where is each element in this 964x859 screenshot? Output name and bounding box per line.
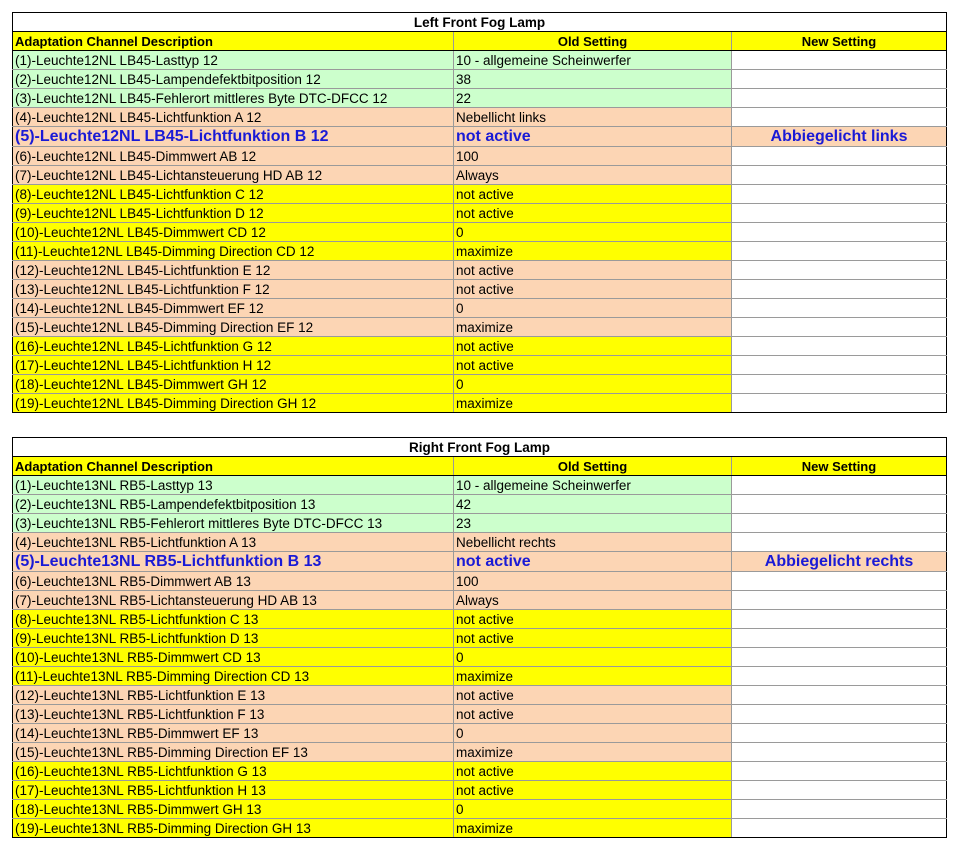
channel-description-cell: (11)-Leuchte13NL RB5-Dimming Direction CD 13 bbox=[13, 667, 454, 686]
channel-description-cell: (13)-Leuchte12NL LB45-Lichtfunktion F 12 bbox=[13, 280, 454, 299]
new-setting-cell bbox=[732, 261, 947, 280]
old-setting-cell: 0 bbox=[454, 375, 732, 394]
new-setting-cell bbox=[732, 781, 947, 800]
channel-description-cell: (9)-Leuchte12NL LB45-Lichtfunktion D 12 bbox=[13, 204, 454, 223]
old-setting-cell: Always bbox=[454, 166, 732, 185]
channel-description-cell: (15)-Leuchte13NL RB5-Dimming Direction EF 13 bbox=[13, 743, 454, 762]
channel-description-cell: (18)-Leuchte13NL RB5-Dimmwert GH 13 bbox=[13, 800, 454, 819]
channel-description-cell: (8)-Leuchte12NL LB45-Lichtfunktion C 12 bbox=[13, 185, 454, 204]
channel-description-cell: (12)-Leuchte12NL LB45-Lichtfunktion E 12 bbox=[13, 261, 454, 280]
new-setting-cell bbox=[732, 70, 947, 89]
old-setting-cell: 38 bbox=[454, 70, 732, 89]
table-row bbox=[13, 70, 947, 89]
old-setting-cell: not active bbox=[454, 204, 732, 223]
old-setting-cell: maximize bbox=[454, 242, 732, 261]
channel-description-cell: (11)-Leuchte12NL LB45-Dimming Direction CD 12 bbox=[13, 242, 454, 261]
table-row bbox=[13, 108, 947, 127]
table-row bbox=[13, 762, 947, 781]
new-setting-cell bbox=[732, 51, 947, 70]
table-row bbox=[13, 476, 947, 495]
channel-description-cell: (6)-Leuchte12NL LB45-Dimmwert AB 12 bbox=[13, 147, 454, 166]
new-setting-cell bbox=[732, 610, 947, 629]
header-description: Adaptation Channel Description bbox=[13, 457, 454, 476]
table-row bbox=[13, 705, 947, 724]
left-fog-lamp-table bbox=[12, 12, 947, 413]
channel-description-cell: (14)-Leuchte12NL LB45-Dimmwert EF 12 bbox=[13, 299, 454, 318]
new-setting-cell bbox=[732, 299, 947, 318]
old-setting-cell: 42 bbox=[454, 495, 732, 514]
table-row bbox=[13, 51, 947, 70]
new-setting-cell bbox=[732, 337, 947, 356]
new-setting-cell bbox=[732, 648, 947, 667]
table-row bbox=[13, 610, 947, 629]
new-setting-cell bbox=[732, 89, 947, 108]
table-row bbox=[13, 743, 947, 762]
table-row bbox=[13, 147, 947, 166]
old-setting-cell: 100 bbox=[454, 572, 732, 591]
channel-description-cell: (18)-Leuchte12NL LB45-Dimmwert GH 12 bbox=[13, 375, 454, 394]
old-setting-cell: not active bbox=[454, 185, 732, 204]
new-setting-cell bbox=[732, 356, 947, 375]
channel-description-cell: (5)-Leuchte13NL RB5-Lichtfunktion B 13 bbox=[13, 552, 454, 572]
table-row bbox=[13, 166, 947, 185]
channel-description-cell: (4)-Leuchte13NL RB5-Lichtfunktion A 13 bbox=[13, 533, 454, 552]
channel-description-cell: (19)-Leuchte13NL RB5-Dimming Direction GH 13 bbox=[13, 819, 454, 838]
old-setting-cell: not active bbox=[454, 127, 732, 147]
new-setting-cell bbox=[732, 686, 947, 705]
old-setting-cell: not active bbox=[454, 337, 732, 356]
channel-description-cell: (2)-Leuchte12NL LB45-Lampendefektbitposition 12 bbox=[13, 70, 454, 89]
table-row bbox=[13, 242, 947, 261]
new-setting-cell: Abbiegelicht links bbox=[732, 127, 947, 147]
old-setting-cell: 100 bbox=[454, 147, 732, 166]
new-setting-cell bbox=[732, 185, 947, 204]
channel-description-cell: (5)-Leuchte12NL LB45-Lichtfunktion B 12 bbox=[13, 127, 454, 147]
new-setting-cell bbox=[732, 705, 947, 724]
channel-description-cell: (1)-Leuchte13NL RB5-Lasttyp 13 bbox=[13, 476, 454, 495]
old-setting-cell: Always bbox=[454, 591, 732, 610]
table-row bbox=[13, 223, 947, 242]
new-setting-cell bbox=[732, 762, 947, 781]
table-row bbox=[13, 337, 947, 356]
new-setting-cell bbox=[732, 495, 947, 514]
new-setting-cell bbox=[732, 394, 947, 413]
old-setting-cell: maximize bbox=[454, 819, 732, 838]
table-row bbox=[13, 819, 947, 838]
header-new-setting: New Setting bbox=[732, 32, 947, 51]
new-setting-cell bbox=[732, 280, 947, 299]
channel-description-cell: (2)-Leuchte13NL RB5-Lampendefektbitposition 13 bbox=[13, 495, 454, 514]
old-setting-cell: not active bbox=[454, 781, 732, 800]
channel-description-cell: (13)-Leuchte13NL RB5-Lichtfunktion F 13 bbox=[13, 705, 454, 724]
table-row bbox=[13, 356, 947, 375]
old-setting-cell: 10 - allgemeine Scheinwerfer bbox=[454, 476, 732, 495]
old-setting-cell: Nebellicht rechts bbox=[454, 533, 732, 552]
table-title: Right Front Fog Lamp bbox=[13, 438, 947, 457]
new-setting-cell bbox=[732, 476, 947, 495]
channel-description-cell: (17)-Leuchte13NL RB5-Lichtfunktion H 13 bbox=[13, 781, 454, 800]
old-setting-cell: 23 bbox=[454, 514, 732, 533]
table-title: Left Front Fog Lamp bbox=[13, 13, 947, 32]
new-setting-cell bbox=[732, 147, 947, 166]
old-setting-cell: maximize bbox=[454, 394, 732, 413]
old-setting-cell: not active bbox=[454, 762, 732, 781]
table-row bbox=[13, 667, 947, 686]
old-setting-cell: maximize bbox=[454, 667, 732, 686]
table-row bbox=[13, 514, 947, 533]
table-row bbox=[13, 280, 947, 299]
channel-description-cell: (1)-Leuchte12NL LB45-Lasttyp 12 bbox=[13, 51, 454, 70]
table-row bbox=[13, 724, 947, 743]
new-setting-cell bbox=[732, 108, 947, 127]
channel-description-cell: (6)-Leuchte13NL RB5-Dimmwert AB 13 bbox=[13, 572, 454, 591]
table-row bbox=[13, 686, 947, 705]
old-setting-cell: 22 bbox=[454, 89, 732, 108]
table-row bbox=[13, 800, 947, 819]
table-row bbox=[13, 552, 947, 572]
table-row bbox=[13, 533, 947, 552]
new-setting-cell bbox=[732, 629, 947, 648]
new-setting-cell bbox=[732, 166, 947, 185]
old-setting-cell: not active bbox=[454, 552, 732, 572]
channel-description-cell: (17)-Leuchte12NL LB45-Lichtfunktion H 12 bbox=[13, 356, 454, 375]
new-setting-cell bbox=[732, 242, 947, 261]
old-setting-cell: Nebellicht links bbox=[454, 108, 732, 127]
table-row bbox=[13, 127, 947, 147]
channel-description-cell: (14)-Leuchte13NL RB5-Dimmwert EF 13 bbox=[13, 724, 454, 743]
old-setting-cell: 10 - allgemeine Scheinwerfer bbox=[454, 51, 732, 70]
new-setting-cell bbox=[732, 591, 947, 610]
header-old-setting: Old Setting bbox=[454, 457, 732, 476]
old-setting-cell: 0 bbox=[454, 648, 732, 667]
channel-description-cell: (19)-Leuchte12NL LB45-Dimming Direction GH 12 bbox=[13, 394, 454, 413]
header-new-setting: New Setting bbox=[732, 457, 947, 476]
channel-description-cell: (7)-Leuchte12NL LB45-Lichtansteuerung HD AB 12 bbox=[13, 166, 454, 185]
old-setting-cell: maximize bbox=[454, 743, 732, 762]
table-row bbox=[13, 204, 947, 223]
header-description: Adaptation Channel Description bbox=[13, 32, 454, 51]
old-setting-cell: not active bbox=[454, 686, 732, 705]
channel-description-cell: (10)-Leuchte12NL LB45-Dimmwert CD 12 bbox=[13, 223, 454, 242]
channel-description-cell: (3)-Leuchte12NL LB45-Fehlerort mittleres Byte DTC-DFCC 12 bbox=[13, 89, 454, 108]
new-setting-cell bbox=[732, 533, 947, 552]
channel-description-cell: (7)-Leuchte13NL RB5-Lichtansteuerung HD AB 13 bbox=[13, 591, 454, 610]
header-old-setting: Old Setting bbox=[454, 32, 732, 51]
channel-description-cell: (8)-Leuchte13NL RB5-Lichtfunktion C 13 bbox=[13, 610, 454, 629]
new-setting-cell bbox=[732, 667, 947, 686]
channel-description-cell: (10)-Leuchte13NL RB5-Dimmwert CD 13 bbox=[13, 648, 454, 667]
channel-description-cell: (3)-Leuchte13NL RB5-Fehlerort mittleres Byte DTC-DFCC 13 bbox=[13, 514, 454, 533]
table-row bbox=[13, 629, 947, 648]
old-setting-cell: 0 bbox=[454, 800, 732, 819]
channel-description-cell: (16)-Leuchte13NL RB5-Lichtfunktion G 13 bbox=[13, 762, 454, 781]
old-setting-cell: 0 bbox=[454, 299, 732, 318]
new-setting-cell bbox=[732, 800, 947, 819]
channel-description-cell: (16)-Leuchte12NL LB45-Lichtfunktion G 12 bbox=[13, 337, 454, 356]
new-setting-cell bbox=[732, 743, 947, 762]
table-row bbox=[13, 781, 947, 800]
new-setting-cell bbox=[732, 514, 947, 533]
table-row bbox=[13, 394, 947, 413]
table-row bbox=[13, 89, 947, 108]
old-setting-cell: not active bbox=[454, 356, 732, 375]
new-setting-cell bbox=[732, 375, 947, 394]
new-setting-cell bbox=[732, 572, 947, 591]
old-setting-cell: 0 bbox=[454, 223, 732, 242]
table-row bbox=[13, 299, 947, 318]
table-row bbox=[13, 648, 947, 667]
table-row bbox=[13, 261, 947, 280]
old-setting-cell: 0 bbox=[454, 724, 732, 743]
right-fog-lamp-table bbox=[12, 437, 947, 838]
table-row bbox=[13, 572, 947, 591]
channel-description-cell: (4)-Leuchte12NL LB45-Lichtfunktion A 12 bbox=[13, 108, 454, 127]
table-row bbox=[13, 495, 947, 514]
new-setting-cell bbox=[732, 318, 947, 337]
table-row bbox=[13, 375, 947, 394]
old-setting-cell: not active bbox=[454, 610, 732, 629]
old-setting-cell: maximize bbox=[454, 318, 732, 337]
table-row bbox=[13, 185, 947, 204]
new-setting-cell bbox=[732, 223, 947, 242]
channel-description-cell: (15)-Leuchte12NL LB45-Dimming Direction EF 12 bbox=[13, 318, 454, 337]
new-setting-cell bbox=[732, 724, 947, 743]
old-setting-cell: not active bbox=[454, 705, 732, 724]
table-row bbox=[13, 318, 947, 337]
channel-description-cell: (9)-Leuchte13NL RB5-Lichtfunktion D 13 bbox=[13, 629, 454, 648]
new-setting-cell bbox=[732, 204, 947, 223]
old-setting-cell: not active bbox=[454, 629, 732, 648]
table-row bbox=[13, 591, 947, 610]
old-setting-cell: not active bbox=[454, 261, 732, 280]
new-setting-cell bbox=[732, 819, 947, 838]
old-setting-cell: not active bbox=[454, 280, 732, 299]
new-setting-cell: Abbiegelicht rechts bbox=[732, 552, 947, 572]
channel-description-cell: (12)-Leuchte13NL RB5-Lichtfunktion E 13 bbox=[13, 686, 454, 705]
